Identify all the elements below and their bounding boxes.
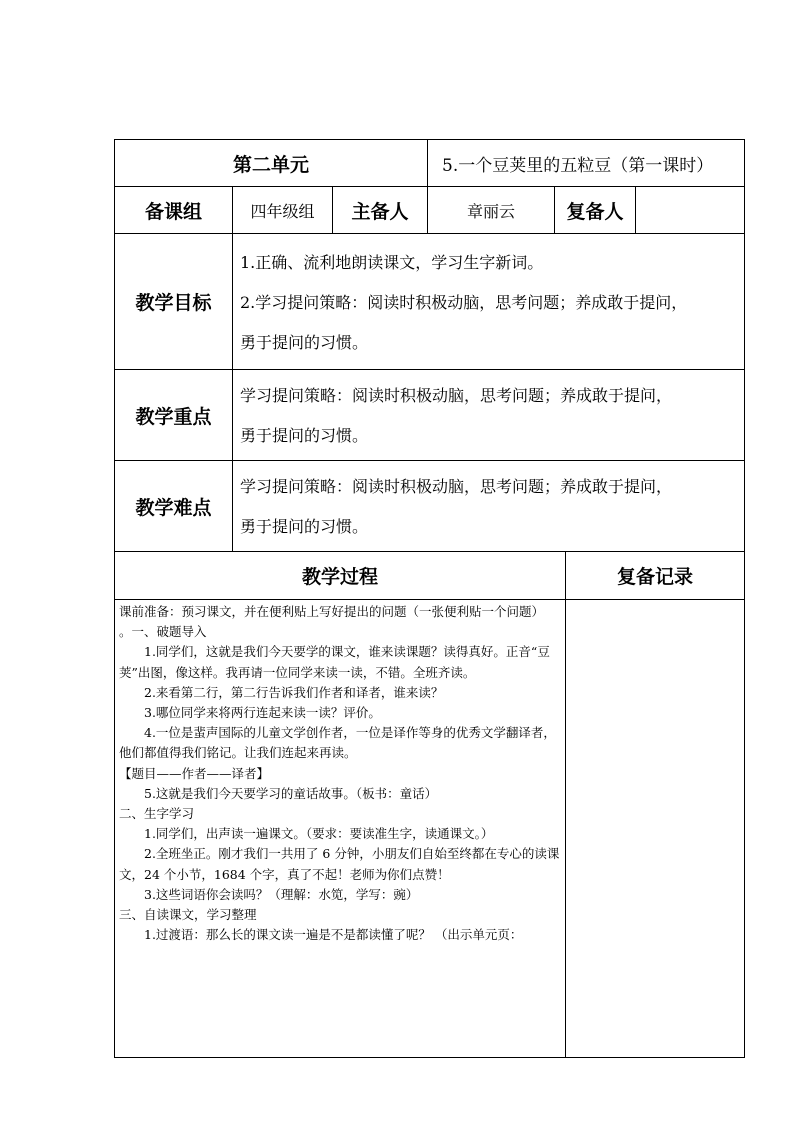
lesson-plan-table [114,139,745,552]
process-line-6: 4.一位是蜚声国际的儿童文学创作者，一位是译作等身的优秀文学翻译者，他们都值得我们铭记。让我们连起来再读。 [119,725,556,761]
process-line-2: 。一、破题导入 [119,624,207,640]
lesson-title-cell: 5.一个豆荚里的五粒豆（第一课时） [428,140,745,187]
difficulty-line-1: 学习提问策略：阅读时积极动脑，思考问题；养成敢于提问， [240,477,673,496]
process-line-3: 1.同学们，这就是我们今天要学的课文，谁来读课题？读得真好。正音“豆荚”出图，像这样。我再请一位同学来读一读，不错。全班齐读。 [119,644,550,680]
group-value: 四年级组 [233,187,333,234]
goal-line-2: 2.学习提问策略：阅读时积极动脑，思考问题；养成敢于提问， [240,292,688,312]
review-record-cell [566,600,745,1058]
process-content [115,600,566,1058]
review-value [636,187,745,234]
group-label: 备课组 [115,187,233,234]
key-point-line-1: 学习提问策略：阅读时积极动脑，思考问题；养成敢于提问， [240,386,673,405]
process-line-7: 【题目——作者——译者】 [119,765,270,781]
difficulties-label: 教学难点 [115,461,233,552]
process-line-9: 二、生字学习 [119,806,195,822]
lesson-plan-page [114,139,744,1058]
review-record-header: 复备记录 [566,552,745,600]
key-points-row [115,370,745,461]
difficulties-row [115,461,745,552]
process-line-1: 课前准备：预习课文，并在便利贴上写好提出的问题（一张便利贴一个问题） [119,604,545,619]
key-points-content [233,370,745,461]
difficulties-content [233,461,745,552]
process-line-4: 2.来看第二行，第二行告诉我们作者和译者，谁来读？ [144,684,444,700]
lead-label: 主备人 [333,187,428,234]
process-header: 教学过程 [115,552,566,600]
process-table [114,551,745,1058]
goals-label: 教学目标 [115,234,233,370]
process-body-row [115,600,745,1058]
goals-row [115,234,745,370]
process-line-11: 2.全班坐正。刚才我们一共用了 6 分钟，小朋友们自始至终都在专心的读课文，24 个小节，1684 个字，真了不起！老师为你们点赞！ [119,846,560,882]
difficulty-line-2: 勇于提问的习惯。 [240,517,369,536]
process-header-row [115,552,745,600]
process-line-8: 5.这就是我们今天要学习的童话故事。（板书：童话） [144,785,438,801]
goals-content [233,234,745,370]
process-line-5: 3.哪位同学来将两行连起来读一读？评价。 [144,705,381,721]
header-row [115,140,745,187]
lead-value: 章丽云 [428,187,555,234]
goal-line-3: 勇于提问的习惯。 [240,332,369,352]
key-point-line-2: 勇于提问的习惯。 [240,426,369,445]
goal-line-1: 1.正确、流利地朗读课文，学习生字新词。 [240,252,544,272]
process-line-10: 1.同学们，出声读一遍课文。（要求：要读准生字，读通课文。） [144,826,494,842]
prep-row [115,187,745,234]
unit-cell: 第二单元 [115,140,428,187]
process-line-12: 3.这些词语你会读吗？（理解：水笕，学写：豌） [144,886,419,902]
key-points-label: 教学重点 [115,370,233,461]
process-line-14: 1.过渡语：那么长的课文读一遍是不是都读懂了呢？ （出示单元页： [144,927,523,943]
review-label: 复备人 [555,187,636,234]
process-line-13: 三、自读课文，学习整理 [119,907,257,923]
